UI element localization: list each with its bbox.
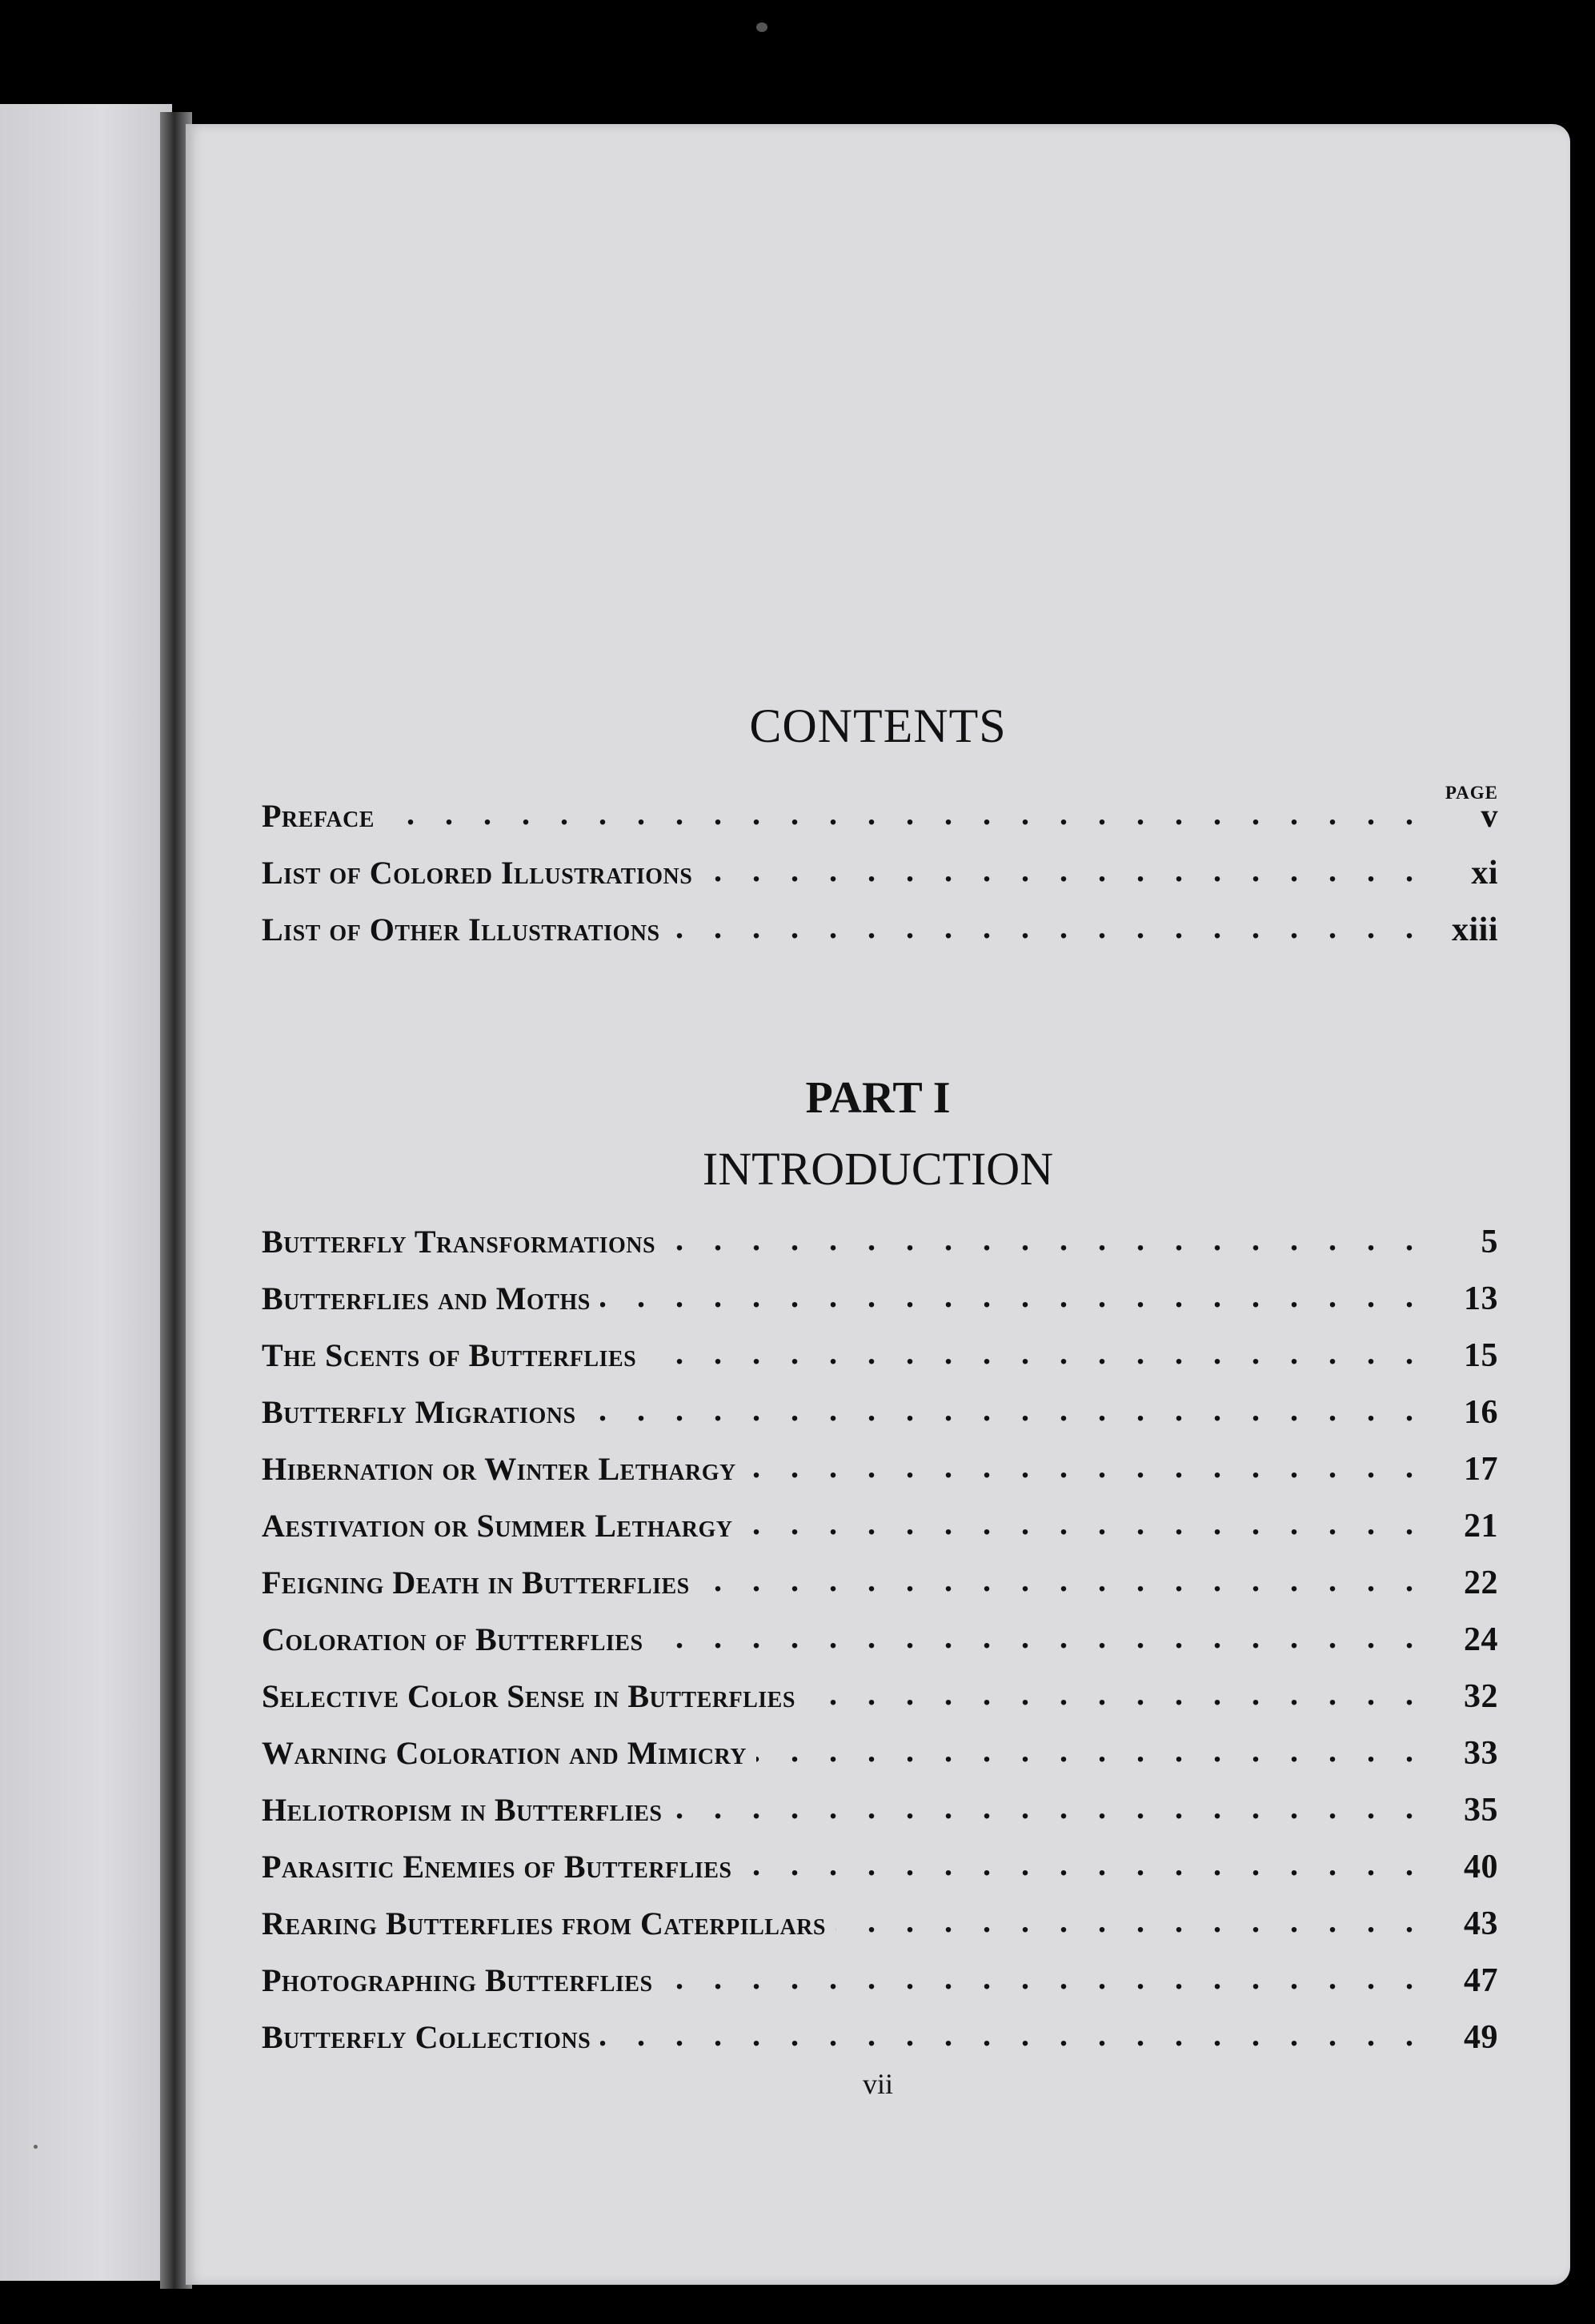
dot-leader (586, 1391, 1425, 1423)
toc-entry-page: 47 (1464, 1962, 1498, 1999)
toc-entry-title: Parasitic Enemies of Butterflies (262, 1849, 732, 1885)
toc-entry-page: 22 (1464, 1565, 1498, 1601)
toc-entry (262, 2016, 1498, 2073)
page-column-label: PAGE (1445, 783, 1498, 803)
toc-entry-title: Butterfly Transformations (262, 1224, 656, 1260)
toc-entry-page: 24 (1464, 1621, 1498, 1658)
toc-entry (262, 1448, 1498, 1505)
dot-leader (600, 1277, 1425, 1309)
toc-entry (262, 851, 1498, 908)
toc-entry-page: xiii (1451, 912, 1498, 948)
dot-leader (670, 908, 1425, 940)
toc-entry-page: v (1481, 798, 1498, 835)
toc-entry-page: 49 (1464, 2019, 1498, 2056)
toc-entry-title: Selective Color Sense in Butterflies (262, 1678, 795, 1714)
dot-leader (741, 1845, 1425, 1877)
dot-leader (663, 1959, 1425, 1991)
toc-entry-page: 5 (1481, 1224, 1498, 1260)
toc-entry-page: 40 (1464, 1849, 1498, 1885)
dot-leader (672, 1789, 1425, 1821)
contents-heading: CONTENTS (749, 699, 1007, 752)
toc-entry-page: 33 (1464, 1735, 1498, 1772)
part-one-list (262, 1220, 1498, 2073)
toc-entry (262, 1845, 1498, 1902)
toc-entry-title: Hibernation or Winter Lethargy (262, 1451, 736, 1487)
toc-entry-title: Feigning Death in Butterflies (262, 1565, 690, 1601)
dot-leader (699, 1561, 1425, 1593)
toc-entry-page: 15 (1464, 1337, 1498, 1374)
scan-speck (756, 22, 767, 32)
toc-entry (262, 1732, 1498, 1789)
toc-entry (262, 1675, 1498, 1732)
toc-entry-title: Rearing Butterflies from Caterpillars (262, 1905, 826, 1941)
toc-entry (262, 1902, 1498, 1959)
dot-leader (805, 1675, 1425, 1707)
toc-entry (262, 1505, 1498, 1561)
toc-entry-title: Butterfly Migrations (262, 1394, 576, 1430)
toc-entry-page: 43 (1464, 1905, 1498, 1942)
toc-entry-page: 35 (1464, 1792, 1498, 1829)
dot-leader (702, 851, 1425, 884)
dot-leader (384, 795, 1425, 827)
toc-entry-title: Butterfly Collections (262, 2019, 591, 2055)
dot-leader (756, 1732, 1425, 1764)
toc-entry (262, 1334, 1498, 1391)
toc-entry-page: 16 (1464, 1394, 1498, 1431)
toc-entry-page: xi (1471, 855, 1498, 892)
toc-entry (262, 1959, 1498, 2016)
dot-leader (743, 1505, 1425, 1537)
dot-leader (653, 1618, 1425, 1650)
toc-entry (262, 1220, 1498, 1277)
toc-entry-title: Warning Coloration and Mimicry (262, 1735, 747, 1771)
toc-entry-title: Heliotropism in Butterflies (262, 1792, 663, 1828)
toc-entry-title: Butterflies and Moths (262, 1280, 591, 1316)
front-matter-list (262, 795, 1498, 965)
toc-entry-page: 21 (1464, 1508, 1498, 1545)
toc-entry (262, 795, 1498, 851)
toc-entry-title: The Scents of Butterflies (262, 1337, 637, 1373)
toc-entry-page: 17 (1464, 1451, 1498, 1488)
part-subtitle: INTRODUCTION (702, 1143, 1054, 1195)
toc-entry-title: Coloration of Butterflies (262, 1621, 643, 1657)
scan-speck (34, 2145, 38, 2149)
page-number: vii (862, 2068, 893, 2100)
toc-entry-title: List of Other Illustrations (262, 912, 660, 948)
toc-entry-title: Photographing Butterflies (262, 1962, 653, 1998)
toc-entry (262, 1391, 1498, 1448)
toc-entry (262, 1618, 1498, 1675)
dot-leader (665, 1220, 1425, 1252)
part-heading: PART I (805, 1073, 951, 1123)
toc-entry-title: Aestivation or Summer Lethargy (262, 1508, 733, 1544)
left-page-edge (0, 104, 172, 2281)
contents-page (186, 124, 1570, 2285)
dot-leader (836, 1902, 1425, 1934)
toc-entry (262, 1561, 1498, 1618)
toc-entry (262, 1789, 1498, 1845)
toc-entry-page: 13 (1464, 1280, 1498, 1317)
dot-leader (646, 1334, 1425, 1366)
toc-entry-title: List of Colored Illustrations (262, 855, 693, 891)
toc-entry (262, 1277, 1498, 1334)
dot-leader (746, 1448, 1425, 1480)
toc-entry (262, 908, 1498, 965)
toc-entry-page: 32 (1464, 1678, 1498, 1715)
dot-leader (600, 2016, 1425, 2048)
toc-entry-title: Preface (262, 798, 375, 834)
